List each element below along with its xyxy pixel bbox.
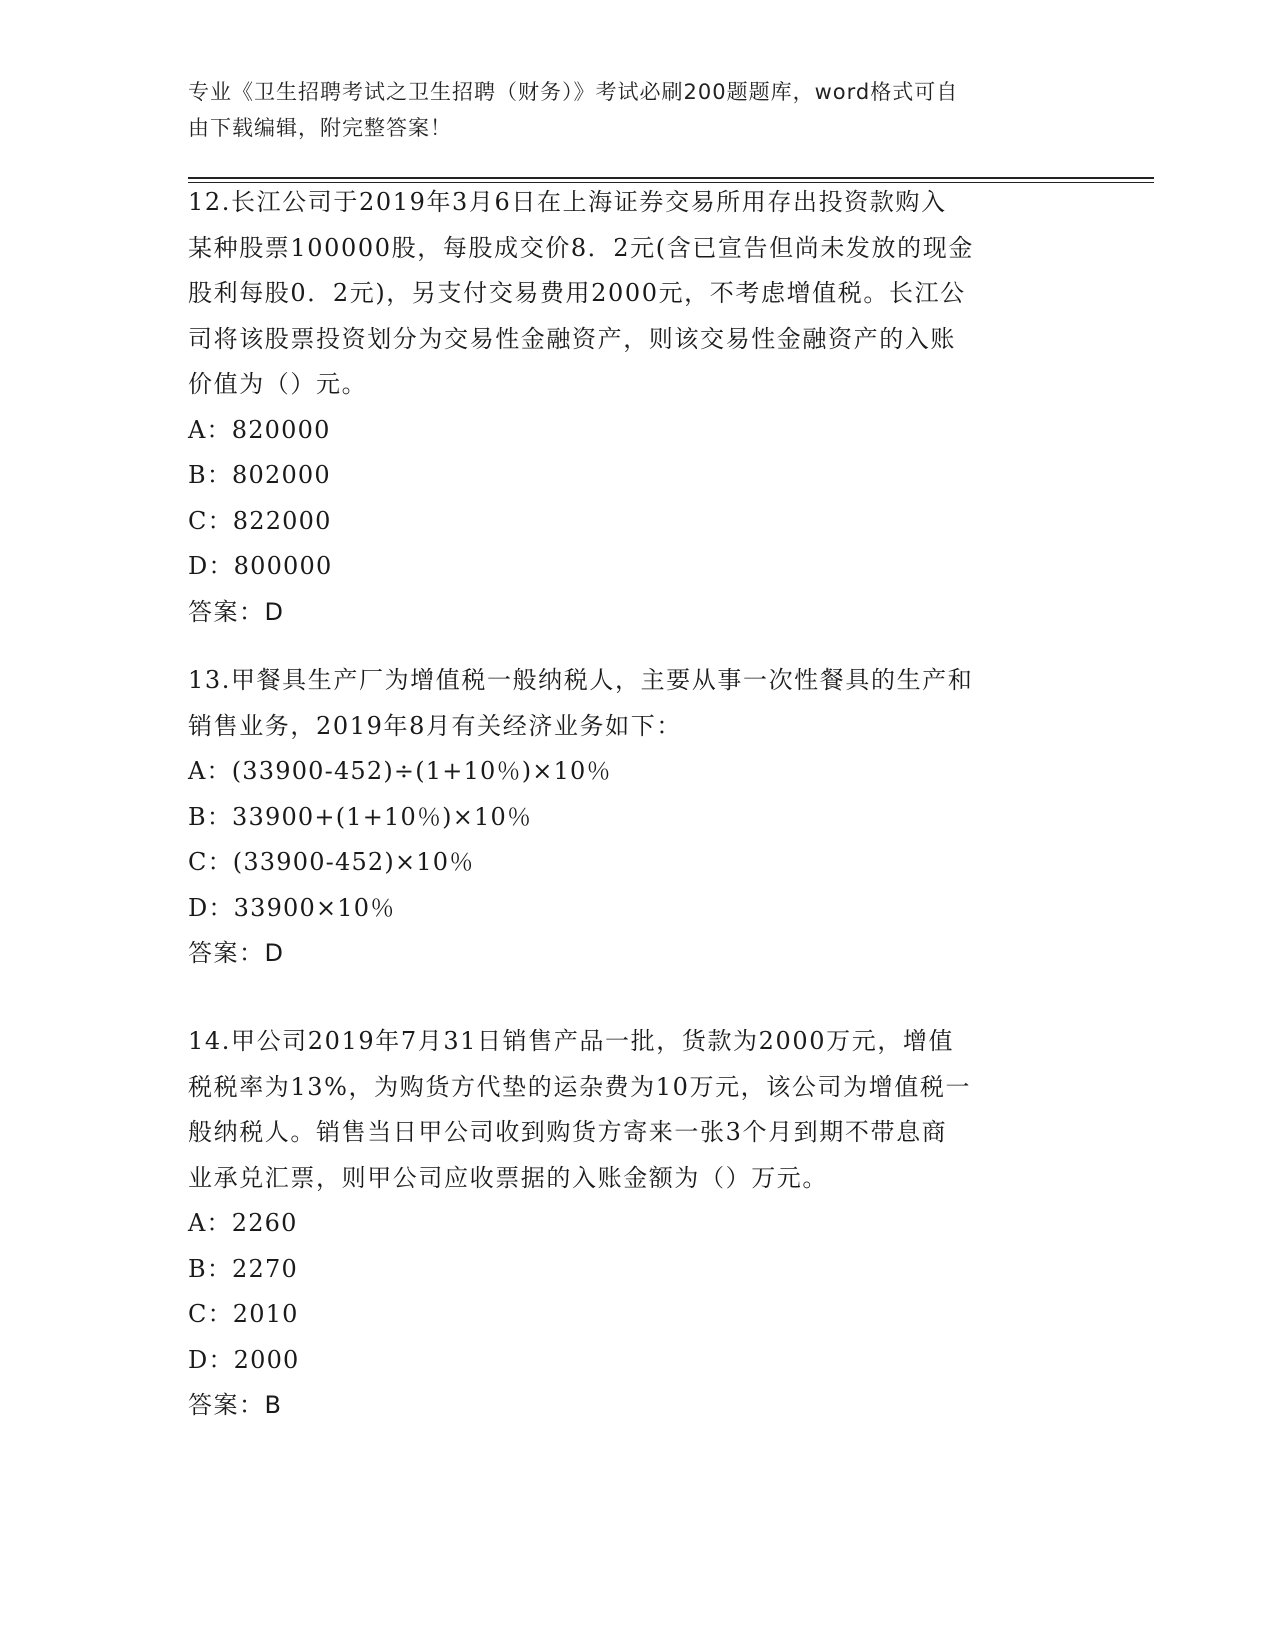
answer-line: 答案：D	[188, 939, 285, 967]
question-stem-line: 股利每股0．2元)，另支付交易费用2000元，不考虑增值税。长江公	[188, 279, 966, 307]
document-header	[188, 74, 1068, 146]
answer-line: 答案：D	[188, 597, 285, 626]
question-stem-line: 12.长江公司于2019年3月6日在上海证券交易所用存出投资款购入	[188, 188, 947, 216]
question-stem-line: 司将该股票投资划分为交易性金融资产，则该交易性金融资产的入账	[188, 324, 956, 353]
option-c: C：822000	[188, 506, 332, 535]
option-a: A：(33900-452)÷(1+10％)×10％	[188, 757, 612, 785]
question-12	[188, 180, 1088, 635]
option-c: C：2010	[188, 1300, 299, 1328]
option-a: A：820000	[188, 415, 331, 444]
header-line-2: 由下载编辑，附完整答案！	[188, 116, 452, 140]
question-stem-line: 税税率为13%，为购货方代垫的运杂费为10万元，该公司为增值税一	[188, 1072, 972, 1101]
option-d: D：2000	[188, 1345, 300, 1374]
option-a: A：2260	[188, 1209, 298, 1237]
question-stem-line: 销售业务，2019年8月有关经济业务如下：	[188, 711, 682, 740]
question-stem-line: 业承兑汇票，则甲公司应收票据的入账金额为（）万元。	[188, 1163, 828, 1192]
question-stem-line: 某种股票100000股，每股成交价8．2元(含已宣告但尚未发放的现金	[188, 233, 974, 262]
question-13	[188, 658, 1088, 977]
option-d: D：800000	[188, 552, 333, 580]
question-stem-line: 般纳税人。销售当日甲公司收到购货方寄来一张3个月到期不带息商	[188, 1118, 948, 1146]
option-b: B：802000	[188, 461, 331, 489]
option-b: B：33900+(1+10％)×10％	[188, 802, 533, 831]
question-stem-line: 价值为（）元。	[188, 370, 368, 398]
option-c: C：(33900-452)×10％	[188, 848, 475, 876]
header-line-1: 专业《卫生招聘考试之卫生招聘（财务）》考试必刷200题题库，word格式可自	[188, 80, 959, 104]
answer-line: 答案：B	[188, 1391, 283, 1419]
option-d: D：33900×10％	[188, 893, 396, 922]
question-stem-line: 13.甲餐具生产厂为增值税一般纳税人，主要从事一次性餐具的生产和	[188, 666, 974, 694]
question-stem-line: 14.甲公司2019年7月31日销售产品一批，货款为2000万元，增值	[188, 1027, 955, 1055]
option-b: B：2270	[188, 1254, 298, 1283]
question-14	[188, 1019, 1088, 1429]
header-divider-thick	[188, 177, 1154, 179]
